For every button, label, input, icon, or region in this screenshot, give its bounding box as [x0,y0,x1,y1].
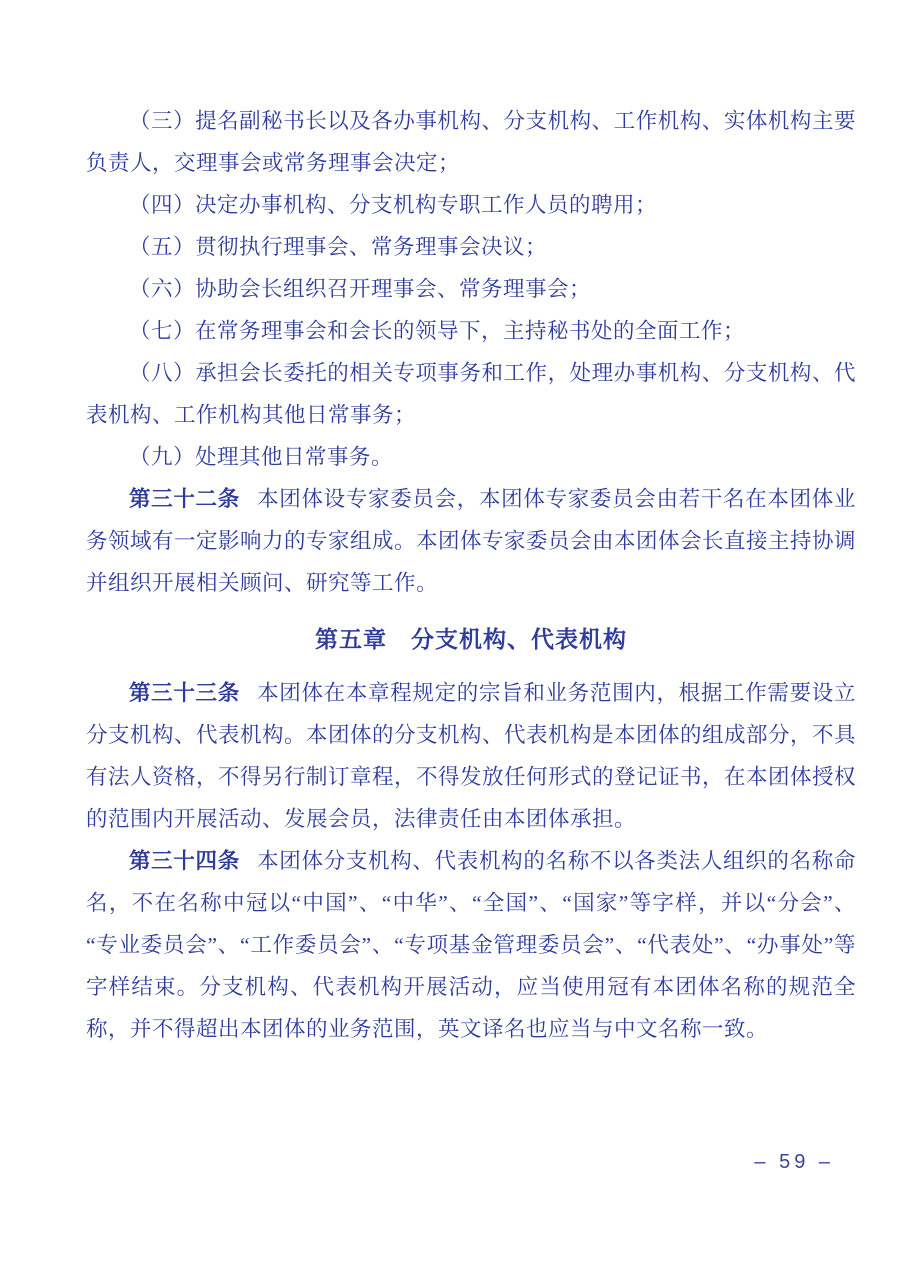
article-32-text: 本团体设专家委员会，本团体专家委员会由若干名在本团体业务领域有一定影响力的专家组成。本团体专家委员会由本团体会长直接主持协调并组织开展相关顾问、研究等工作。 [86,487,857,595]
article-33-number: 第三十三条 [129,681,240,705]
list-item-9: （九）处理其他日常事务。 [129,445,394,469]
document-body [86,100,856,1050]
page-number: – 59 – [754,1151,834,1173]
article-34-text: 本团体分支机构、代表机构的名称不以各类法人组织的名称命名，不在名称中冠以“中国”、“中华”、“全国”、“国家”等字样，并以“分会”、“专业委员会”、“工作委员会”、“专项基金管理委员会”、“代表处”、“办事处”等字样结束。分支机构、代表机构开展活动，应当使用冠有本团体名称的规范全称，并不得超出本团体的业务范围，英文译名也应当与中文名称一致。 [86,849,856,1041]
list-item-3: （三）提名副秘书长以及各办事机构、分支机构、工作机构、实体机构主要负责人，交理事会或常务理事会决定； [86,109,856,175]
article-33-text: 本团体在本章程规定的宗旨和业务范围内，根据工作需要设立分支机构、代表机构。本团体的分支机构、代表机构是本团体的组成部分，不具有法人资格，不得另行制订章程，不得发放任何形式的登记证书，在本团体授权的范围内开展活动、发展会员，法律责任由本团体承担。 [86,681,857,831]
list-item-8: （八）承担会长委托的相关专项事务和工作，处理办事机构、分支机构、代表机构、工作机构其他日常事务； [86,361,856,427]
article-32-number: 第三十二条 [129,487,240,511]
chapter-5-heading: 第五章 分支机构、代表机构 [315,626,627,652]
article-34-number: 第三十四条 [129,849,240,873]
list-item-6: （六）协助会长组织召开理事会、常务理事会； [129,277,592,301]
article-32 [86,478,856,604]
list-item-7: （七）在常务理事会和会长的领导下，主持秘书处的全面工作； [129,319,746,343]
article-33 [86,672,856,840]
list-item-4: （四）决定办事机构、分支机构专职工作人员的聘用； [129,193,658,217]
article-34 [86,840,856,1050]
list-item-5: （五）贯彻执行理事会、常务理事会决议； [129,235,548,259]
